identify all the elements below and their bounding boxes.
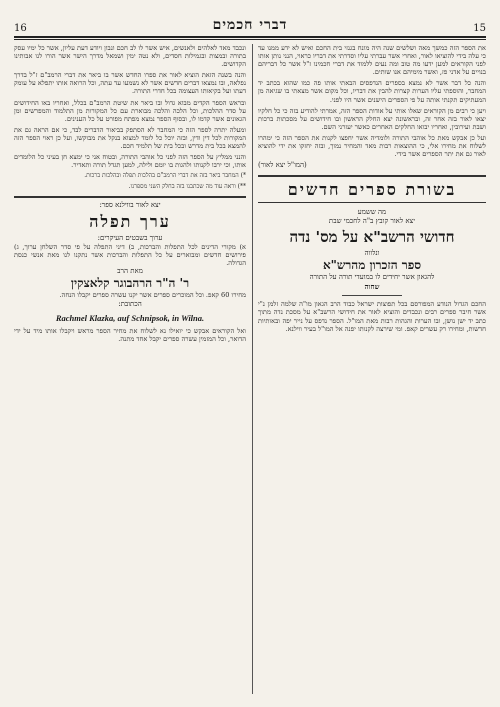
notice-rule-thick: [258, 175, 486, 177]
body-paragraph: ועל כן אבקש מאת כל אוהבי התורה ולומדיה אשר יחפצו לקנות את הספר הזה כי ימהרו לשלוח את מחירו אלי, כי ההוצאות רבות מאד והמחיר נמוך, ובזה יחזקו את ידי להוציא לאור גם את יתר הספרים אשר בידי.: [258, 133, 486, 159]
book-title-zikaron: ספר הזכרון מהרש"א: [322, 258, 422, 273]
right-column: [258, 44, 486, 694]
footnotes: [14, 172, 246, 190]
newspaper-page: [14, 12, 486, 698]
new-books-heading: בשורת ספרים חדשים: [287, 180, 457, 200]
notice-body: ואל הקוראים אבקש כי יואילו נא לשלוח את מחיר הספר מראש ויקבלו אותו מיד על ידי הדואר, וכל המזמין עשרה ספרים יקבל אחד מתנה.: [14, 326, 246, 343]
book-title-erech-tefillah: ערך תפלה: [89, 212, 171, 232]
right-column-body: [258, 44, 486, 169]
notice-subtitle: מה ששמע: [357, 208, 387, 217]
notice-line: שחוה: [364, 282, 380, 292]
address-roman: Rachmel Klazka, auf Schnipsok, in Wilna.: [55, 312, 205, 323]
price-line: מחירו 60 קאפ. וכל המוכרים ספרים אשר יקנו עשרה ספרים יקבלו הנחה.: [59, 291, 246, 300]
notice-line: יצא לאור בווילנא ספר:: [99, 201, 161, 210]
notice-rule-thin: [258, 202, 486, 203]
address-label: הכתובת:: [118, 299, 142, 308]
signature: (המו"ל יצא לאור): [258, 161, 307, 170]
notice-line: ערוך בשבטים העיקרים:: [97, 234, 163, 243]
body-paragraph: ונכבד מאד לאלהים ולאנשים, איש אשר לו לב חכם ונבון ויודע דעת עליון, אשר כל ימיו עסק בתורה ובמצות ובגמילות חסדים, ולא נטה ימין ושמאל מדרך הישר אשר הורו לנו אבותינו הקדושים.: [14, 44, 246, 69]
left-column: [14, 44, 246, 694]
body-paragraph: את הספר הזה כמשך מאה ושלשים שנה היה מונח בגנזי בית החכם ואיש לא ידע ממנו עד כי עלה בידי להוציאו לאור, ואחרי אשר עברתי עליו וסדרתי את דבריו כראוי, הנני נותן אותו לפני הקוראים למען ידעו מה טוב ומה נעים ללמוד את דברי חכמינו ז"ל אשר כל דבריהם בנויים על אדני פז, ואשר מימיהם אנו שותים.: [258, 44, 486, 77]
page-number-right: 15: [473, 23, 486, 34]
notice-line: יצא לאור קובץ ב"ה לחכמי שבת: [328, 217, 416, 226]
header-rule-thin: [14, 39, 486, 40]
author-name: ר' ה"ר הרהבוגר קלאצקין: [70, 276, 190, 291]
body-paragraph: והנה בשנה הזאת הוציא לאור את ספרו החדש אשר בו ביאר את דברי הרמב"ם ז"ל בדרך נפלאה, ובו נמצאו דברים חדשים אשר לא נשמעו עד עתה, וכל הרואה אותו יתפלא על עומק דעתו ועל בקיאותו העצומה בכל חדרי התורה.: [14, 71, 246, 96]
notice-joiner: ונלווה: [364, 249, 380, 258]
body-paragraph: והנה כל דבר אשר לא נמצא בספרים הנדפסים הבאתי אותו פה כמו שהוא בכתב יד המחבר, והוספתי עליו הערות קצרות להבין את דבריו, וכל מקום אשר מצאתי בו שגיאה מן המעתיקים תקנתי אותה על פי הספרים הישנים אשר היו לפני.: [258, 79, 486, 104]
page-number-left: 16: [14, 23, 27, 34]
notice-rule-thick: [14, 196, 246, 198]
footnote: *) המחבר ביאר בזה את דברי הרמב"ם בהלכות תפלה ובהלכות ברכות.: [84, 172, 246, 180]
page-header: [14, 12, 486, 34]
body-paragraph: והנני ממליץ על הספר הזה לפני כל אוהבי התורה, ובטוח אני כי ימצא חן בעיני כל הלומדים אותו, וכי ירבו לקנותו ולהגות בו יומם ולילה, למען תגדל תורה ותאדיר.: [14, 153, 246, 170]
book-title-rashba: חדושי הרשב"א על מס' נדה: [289, 228, 455, 247]
left-column-body: [14, 44, 246, 169]
column-divider: [252, 44, 253, 694]
running-title: דברי חכמים: [212, 17, 288, 33]
author-prefix: מאת הרב: [117, 267, 143, 276]
body-paragraph: ויען כי רבים מן הקוראים שאלו אותי על אודות הספר הזה, אמרתי להודיע בזה כי כל חלקיו יצאו לאור בזה אחר זה, ובראשונה יצא החלק הראשון ובו חידושים על מסכתות ברכות ושבת ועירובין, ואחריו יבואו החלקים האחרים כאשר יעזרני השם.: [258, 106, 486, 131]
body-paragraph: ובראש הספר הקדים מבוא גדול ובו ביאר את שיטת הרמב"ם בכלל, ואחריו באו החידושים על סדר ההלכות, וכל הלכה והלכה מבוארת עם כל המקורות מן התלמוד והמפרשים ומן הגאונים אשר קדמו לו, ובסוף הספר נמצא מפתח מפורט על כל הענינים.: [14, 98, 246, 123]
body-paragraph: ומעלה יתרה לספר הזה כי המחבר לא הסתפק בביאור הדברים לבד, כי אם הראה גם את המקורות לכל דין ודין, ובזה יוכל כל לומד למצוא בנקל את מבוקשו, ועל כן ראוי הספר הזה להמצא בכל בית מדרש ובכל בית של תלמיד חכם.: [14, 125, 246, 151]
divider: [342, 295, 402, 296]
notice-body: א) מקורי הדינים לכל התפלות והברכות, ב) דיני התפלה על פי סדר השלחן ערוך, ג) פירושים חדשים ומבוארים על כל התפלות והברכות אשר נתקנו לנו מאת אנשי כנסת הגדולה.: [14, 243, 246, 268]
footnote: **) וראה עוד מה שכתבנו בזה בחלק השני מספרנו.: [128, 182, 246, 190]
notice-line: להגאון אשר יחידים לו במועדי תורה על התורה: [309, 273, 435, 282]
notice-body: החכם הגדול הנודע המפורסם בכל תפוצות ישראל כבוד הרב הגאון מו"ה שלמה זלמן נ"י אשר חיבר ספרים רבים ונכבדים והוציא לאור את חידושי הרשב"א על מסכת נדה מתוך כתב יד ישן נושן, ובו הערות והגהות רבות מאת המו"ל. הספר נדפס על נייר יפה ובאותיות חדשות, ומחירו רק עשרים קאפ. ומי שירצה לקנותו יפנה אל המו"ל בעיר ווילנא.: [258, 300, 486, 333]
header-rule-thick: [14, 36, 486, 38]
